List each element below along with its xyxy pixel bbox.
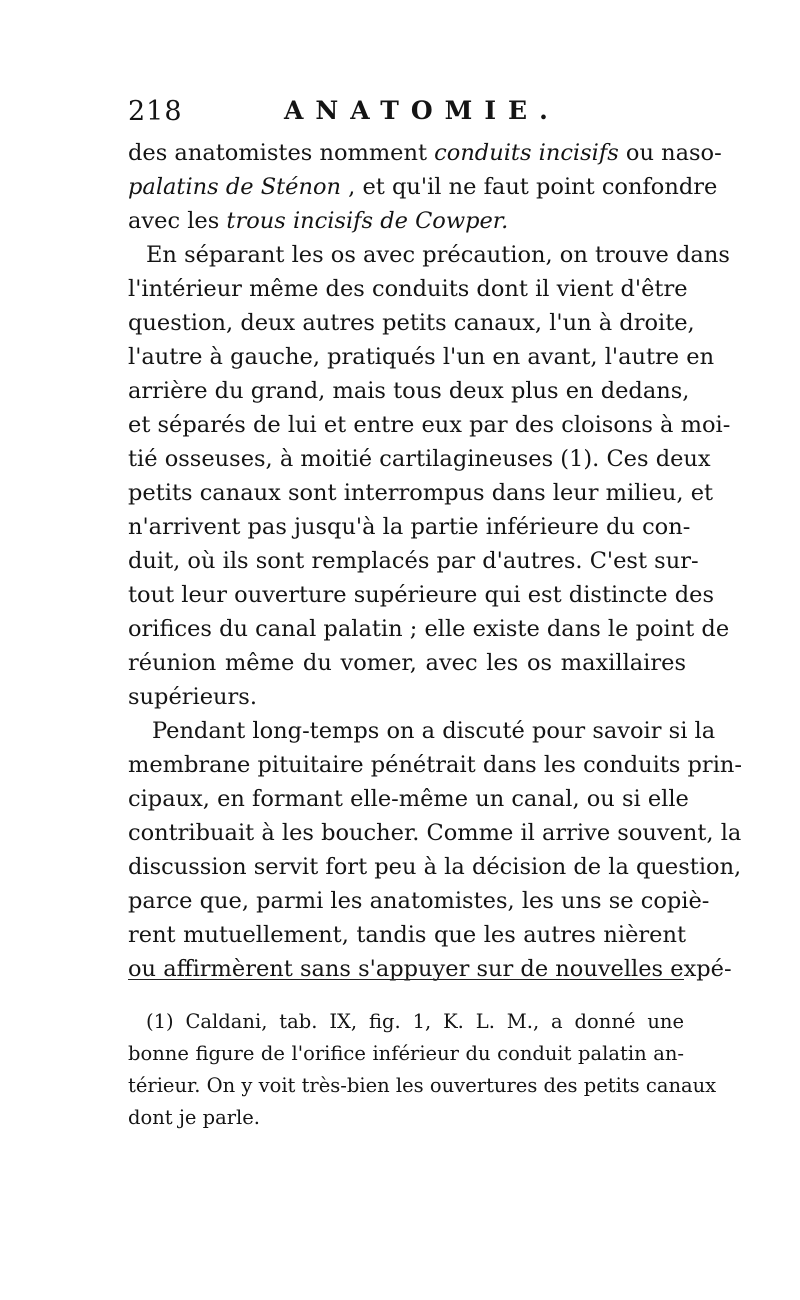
footnote-line: (1) Caldani, tab. IX, fig. 1, K. L. M., a donné une [146,1010,684,1033]
text-line: discussion servit fort peu à la décision de la question, [128,854,742,880]
text-line: des anatomistes nomment conduits incisifs ou naso- [128,140,722,166]
text-line: supérieurs. [128,684,257,710]
text-line: tié osseuses, à moitié cartilagineuses (1). Ces deux [128,446,711,472]
text-line: cipaux, en formant elle-même un canal, ou si elle [128,786,689,812]
text-line: l'autre à gauche, pratiqués l'un en avant, l'autre en [128,344,715,370]
footnote-rule [128,979,684,980]
running-head [128,96,688,132]
text-line: duit, où ils sont remplacés par d'autres. C'est sur- [128,548,699,574]
text-line: rent mutuellement, tandis que les autres nièrent [128,922,686,948]
footnote-line: térieur. On y voit très-bien les ouvertures des petits canaux [128,1074,717,1097]
text-line: question, deux autres petits canaux, l'un à droite, [128,310,695,336]
text-line: palatins de Sténon , et qu'il ne faut point confondre [128,174,718,200]
text-line: l'intérieur même des conduits dont il vient d'être [128,276,688,302]
body-text [128,136,742,986]
footnote-line: bonne figure de l'orifice inférieur du conduit palatin an- [128,1042,684,1065]
footnote-line: dont je parle. [128,1106,261,1129]
text-line: réunion même du vomer, avec les os maxillaires [128,650,686,676]
text-line: membrane pituitaire pénétrait dans les conduits prin- [128,752,742,778]
text-line: tout leur ouverture supérieure qui est distincte des [128,582,715,608]
footnote [128,1006,717,1134]
text-line: ou affirmèrent sans s'appuyer sur de nouvelles expé- [128,956,732,982]
text-line: En séparant les os avec précaution, on trouve dans [146,242,730,268]
text-line: petits canaux sont interrompus dans leur milieu, et [128,480,714,506]
text-line: avec les trous incisifs de Cowper. [128,208,509,234]
text-line: Pendant long-temps on a discuté pour savoir si la [152,718,716,744]
text-line: n'arrivent pas jusqu'à la partie inférieure du con- [128,514,691,540]
text-line: et séparés de lui et entre eux par des cloisons à moi- [128,412,731,438]
text-line: contribuait à les boucher. Comme il arrive souvent, la [128,820,742,846]
text-line: arrière du grand, mais tous deux plus en dedans, [128,378,690,404]
text-line: orifices du canal palatin ; elle existe dans le point de [128,616,730,642]
page-number: 218 [128,96,183,127]
text-line: parce que, parmi les anatomistes, les uns se copiè- [128,888,710,914]
running-title: ANATOMIE. [284,96,560,125]
